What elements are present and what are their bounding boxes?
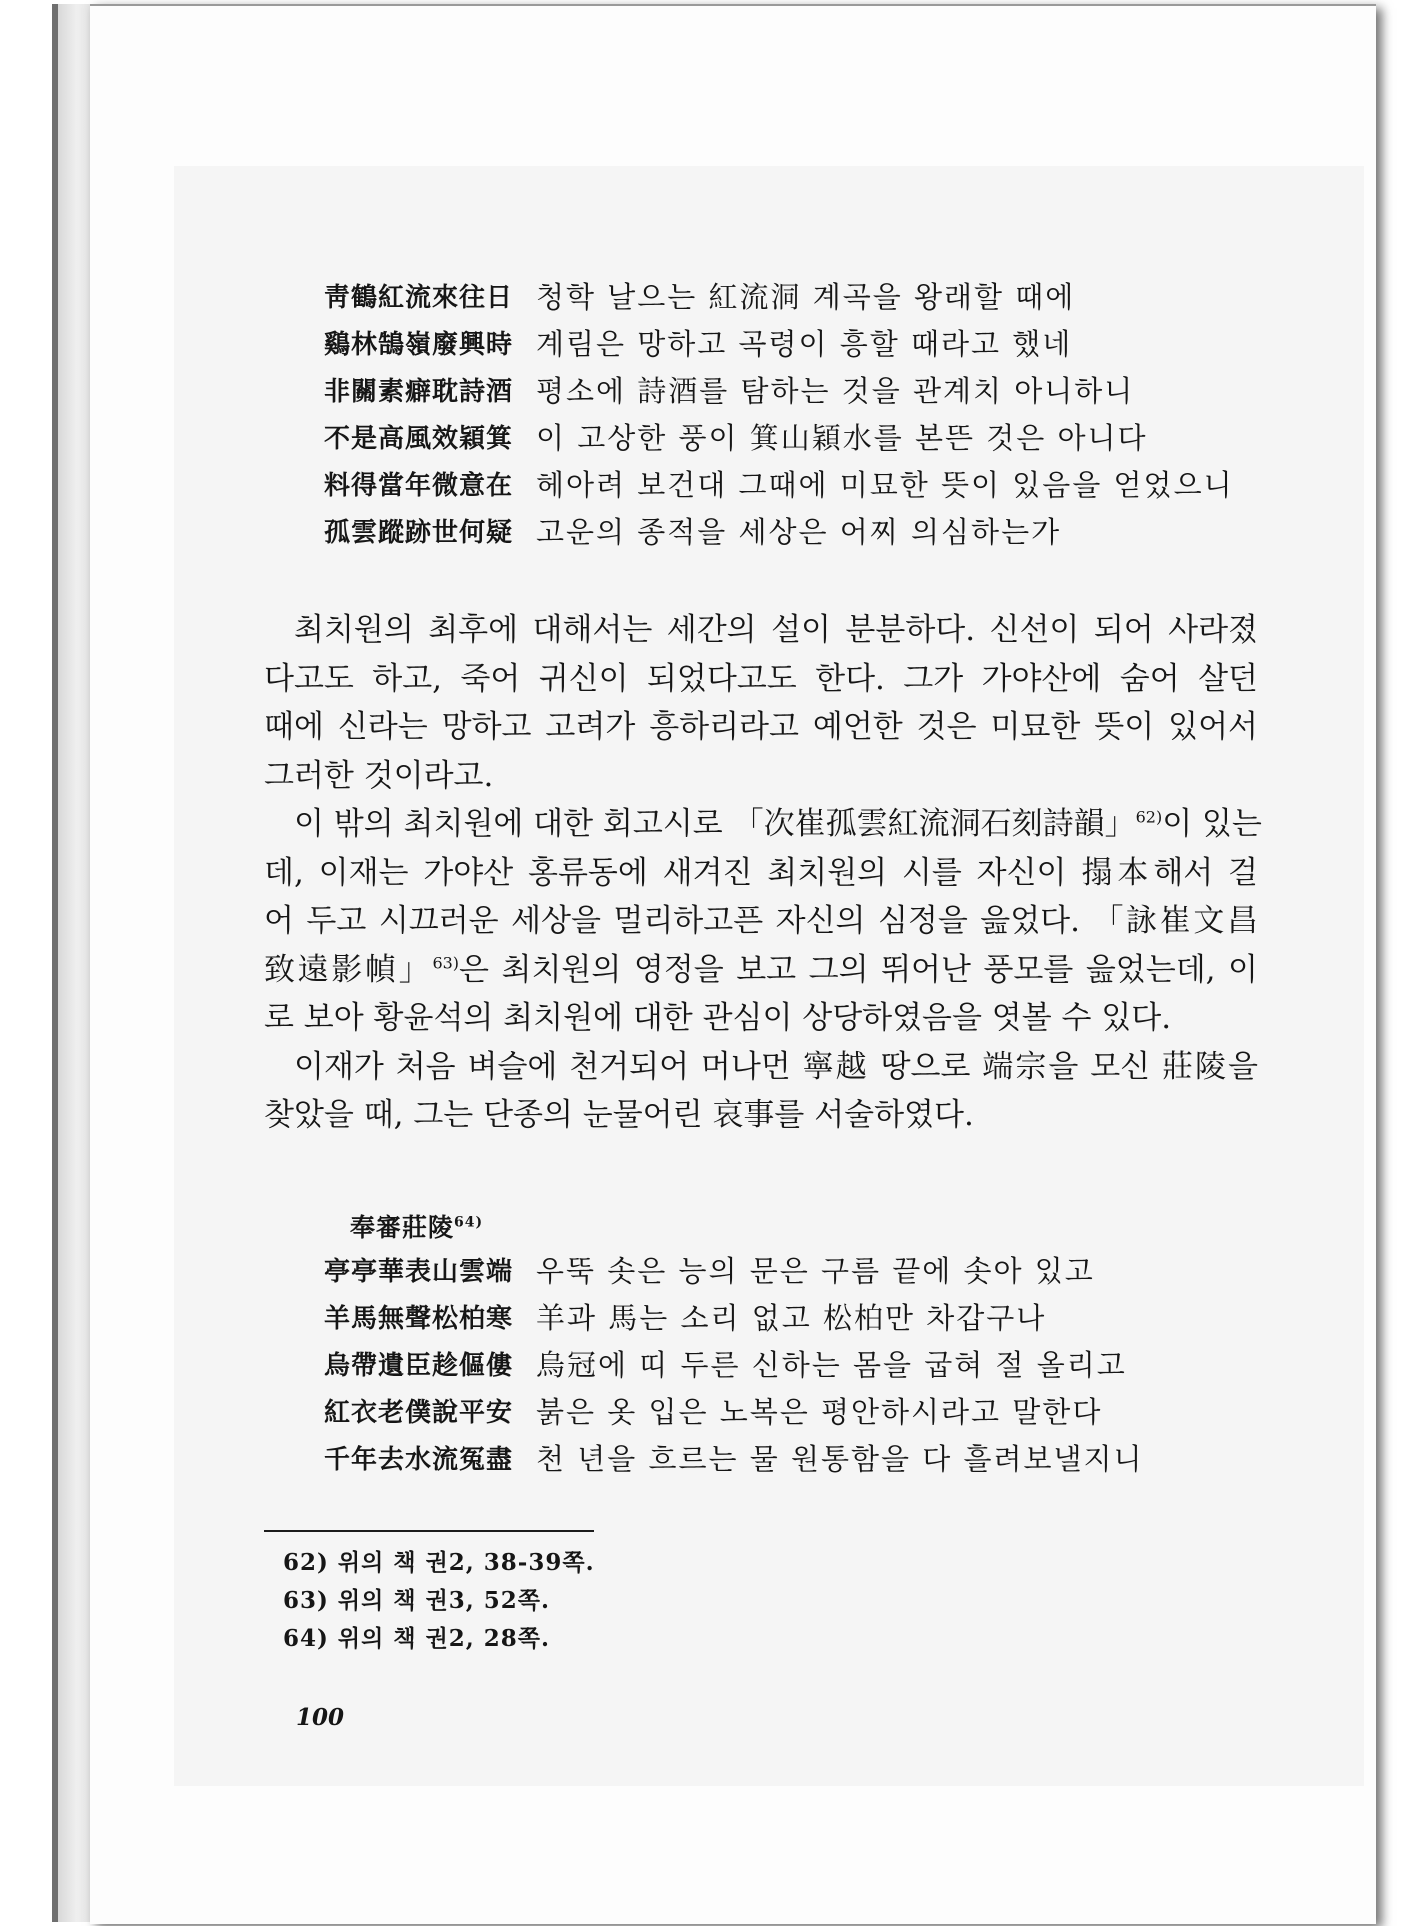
text-line: 다고도 하고, 죽어 귀신이 되었다고도 한다. 그가 가야산에 숨어 살던	[264, 660, 1258, 697]
poem-hanja: 烏帶遺臣趁傴僂	[324, 1351, 514, 1381]
poem-hanja: 千年去水流冤盡	[324, 1445, 514, 1475]
text-line: 찾았을 때, 그는 단종의 눈물어린 哀事를 서술하였다.	[264, 1097, 974, 1133]
poem-line	[324, 460, 1234, 507]
text-segment: 이 밖의 최치원에 대한 회고시로 「次崔孤雲紅流洞石刻詩韻」	[294, 806, 1136, 842]
poem-1	[324, 272, 1234, 554]
poem-hanja: 亭亭華表山雲端	[324, 1257, 514, 1287]
poem-hanja: 靑鶴紅流來往日	[324, 283, 514, 313]
poem-hanja: 料得當年微意在	[324, 471, 514, 501]
poem-title-text: 奉審莊陵	[350, 1213, 455, 1242]
text-segment: 이 있는	[1162, 806, 1262, 842]
text-segment: 은 최치원의 영정을 보고 그의 뛰어난 풍모를 읊었는데, 이	[459, 951, 1258, 988]
poem-2-title	[350, 1208, 483, 1244]
footnote-64: 64) 위의 책 권2, 28쪽.	[283, 1625, 551, 1652]
text-line	[264, 946, 1258, 995]
text-line: 때에 신라는 망하고 고려가 흥하리라고 예언한 것은 미묘한 뜻이 있어서	[264, 709, 1258, 745]
poem-translation: 이 고상한 풍이 箕山穎水를 본뜬 것은 아니다	[536, 421, 1148, 455]
poem-translation: 천 년을 흐르는 물 원통함을 다 흘려보낼지니	[536, 1442, 1144, 1476]
poem-line	[324, 413, 1234, 460]
text-segment: 致遠影幀」	[264, 951, 433, 988]
body-text	[264, 606, 1262, 1140]
poem-line	[324, 319, 1234, 366]
text-line: 어 두고 시끄러운 세상을 멀리하고픈 자신의 심정을 읊었다. 「詠崔文昌	[264, 903, 1258, 939]
poem-2	[324, 1246, 1144, 1481]
text-line: 로 보아 황윤석의 최치원에 대한 관심이 상당하였음을 엿볼 수 있다.	[264, 1000, 1172, 1036]
text-line: 최치원의 최후에 대해서는 세간의 설이 분분하다. 신선이 되어 사라졌	[294, 612, 1258, 648]
footnote-63: 63) 위의 책 권3, 52쪽.	[283, 1587, 551, 1614]
text-line: 그러한 것이라고.	[264, 757, 494, 794]
poem-translation: 붉은 옷 입은 노복은 평안하시라고 말한다	[536, 1395, 1103, 1429]
poem-translation: 고운의 종적을 세상은 어찌 의심하는가	[536, 515, 1062, 549]
footnote-ref-64: 64)	[454, 1214, 484, 1231]
poem-line	[324, 1340, 1144, 1387]
poem-line	[324, 1387, 1144, 1434]
text-line	[264, 800, 1262, 849]
footnote-divider	[264, 1530, 594, 1532]
footnote-62: 62) 위의 책 권2, 38-39쪽.	[283, 1549, 595, 1576]
page-edge	[58, 4, 92, 1922]
poem-line	[324, 1434, 1144, 1481]
poem-hanja: 不是高風效穎箕	[324, 424, 514, 454]
text-line: 데, 이재는 가야산 홍류동에 새겨진 최치원의 시를 자신이 搨本해서 걸	[264, 854, 1258, 891]
footnote-ref-63: 63)	[432, 953, 460, 973]
poem-translation: 평소에 詩酒를 탐하는 것을 관계치 아니하니	[536, 374, 1135, 408]
poem-translation: 헤아려 보건대 그때에 미묘한 뜻이 있음을 얻었으니	[536, 468, 1234, 502]
footnotes	[283, 1544, 595, 1658]
poem-hanja: 紅衣老僕說平安	[324, 1398, 514, 1428]
footnote-ref-62: 62)	[1135, 807, 1163, 827]
page-number: 100	[296, 1704, 345, 1731]
poem-translation: 계림은 망하고 곡령이 흥할 때라고 했네	[536, 327, 1073, 361]
poem-translation: 烏冠에 띠 두른 신하는 몸을 굽혀 절 올리고	[536, 1348, 1127, 1382]
text-line: 이재가 처음 벼슬에 천거되어 머나먼 寧越 땅으로 端宗을 모신 莊陵을	[294, 1048, 1258, 1085]
poem-hanja: 鷄林鵠嶺廢興時	[324, 330, 514, 360]
poem-line	[324, 1246, 1144, 1293]
poem-translation: 羊과 馬는 소리 없고 松柏만 차갑구나	[536, 1301, 1047, 1335]
poem-line	[324, 1293, 1144, 1340]
poem-hanja: 孤雲蹤跡世何疑	[324, 518, 514, 548]
poem-line	[324, 366, 1234, 413]
poem-hanja: 非關素癖耽詩酒	[324, 377, 514, 407]
poem-line	[324, 272, 1234, 319]
poem-translation: 청학 날으는 紅流洞 계곡을 왕래할 때에	[536, 280, 1076, 314]
poem-hanja: 羊馬無聲松柏寒	[324, 1304, 514, 1334]
poem-translation: 우뚝 솟은 능의 문은 구름 끝에 솟아 있고	[536, 1254, 1095, 1288]
poem-line	[324, 507, 1234, 554]
